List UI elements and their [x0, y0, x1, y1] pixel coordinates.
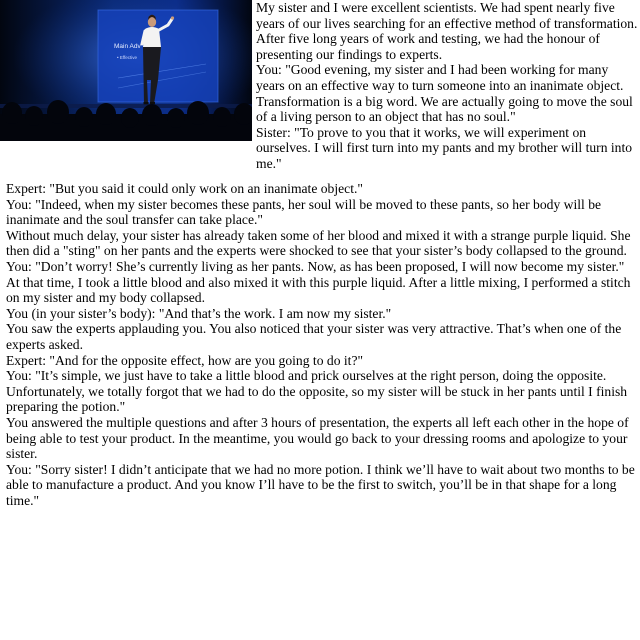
story-paragraph: You: "It’s simple, we just have to take a little blood and prick ourselves at the right person, doing the opposite. Unfortunately, we totally forgot that we had to do the opposite, so my sister will be stuck in her pants until I finish preparing the potion."	[6, 368, 628, 415]
presentation-stage-photo	[0, 0, 252, 141]
story-paragraph: You: "Indeed, when my sister becomes these pants, her soul will be moved to these pants, so her body will be inanimate and the soul transfer can take place."	[6, 196, 602, 228]
story-paragraph: Without much delay, your sister has already taken some of her blood and mixed it with a strange purple liquid. She then did a "sting" on her pants and the experts were shocked to see that your sister’s body collapsed to the ground.	[6, 227, 631, 259]
story-paragraph: You (in your sister’s body): "And that’s the work. I am now my sister."	[6, 305, 392, 321]
story-paragraph: At that time, I took a little blood and also mixed it with this purple liquid. After a little mixing, I performed a stitch on my sister and my body collapsed.	[6, 274, 631, 306]
screen-title-text: Main Adv	[114, 43, 141, 50]
intro-paragraph: You: "Good evening, my sister and I had been working for many years on an effective way to turn someone into an inanimate object. Transformation is a big word. We are actually going to move the soul of a living person to an object that has no soul."	[256, 62, 633, 125]
story-paragraph: You saw the experts applauding you. You also noticed that your sister was very attractive. That’s when one of the experts asked.	[6, 321, 622, 352]
stage-illustration	[0, 0, 252, 141]
story-paragraph: Expert: "But you said it could only work on an inanimate object."	[6, 181, 363, 196]
story-paragraph: You: "Don’t worry! She’s currently living as her pants. Now, as has been proposed, I will now become my sister."	[6, 258, 625, 274]
story-paragraph: You answered the multiple questions and after 3 hours of presentation, the experts all left each other in the hope of being able to test your product. In the meantime, you would go back to your dressing rooms and apologize to your sister.	[6, 414, 629, 462]
intro-paragraph: My sister and I were excellent scientists. We had spent nearly five years of our lives searching for an effective method of transformation. After five long years of work and testing, we had the honour of presenting our findings to experts.	[256, 0, 638, 62]
intro-text-block	[256, 0, 638, 172]
intro-paragraph: Sister: "To prove to you that it works, we will experiment on ourselves. I will first turn into my pants and my brother will turn into me."	[256, 124, 633, 171]
story-text-block	[6, 181, 638, 508]
story-paragraph: Expert: "And for the opposite effect, how are you going to do it?"	[6, 352, 364, 368]
screen-bullet-text: • Effective	[117, 55, 138, 60]
story-paragraph: You: "Sorry sister! I didn’t anticipate that we had no more potion. I think we’ll have to wait about two months to be able to manufacture a product. And you know I’ll have to be the first to switch, you’ll be in that shape for a long time."	[6, 461, 635, 508]
